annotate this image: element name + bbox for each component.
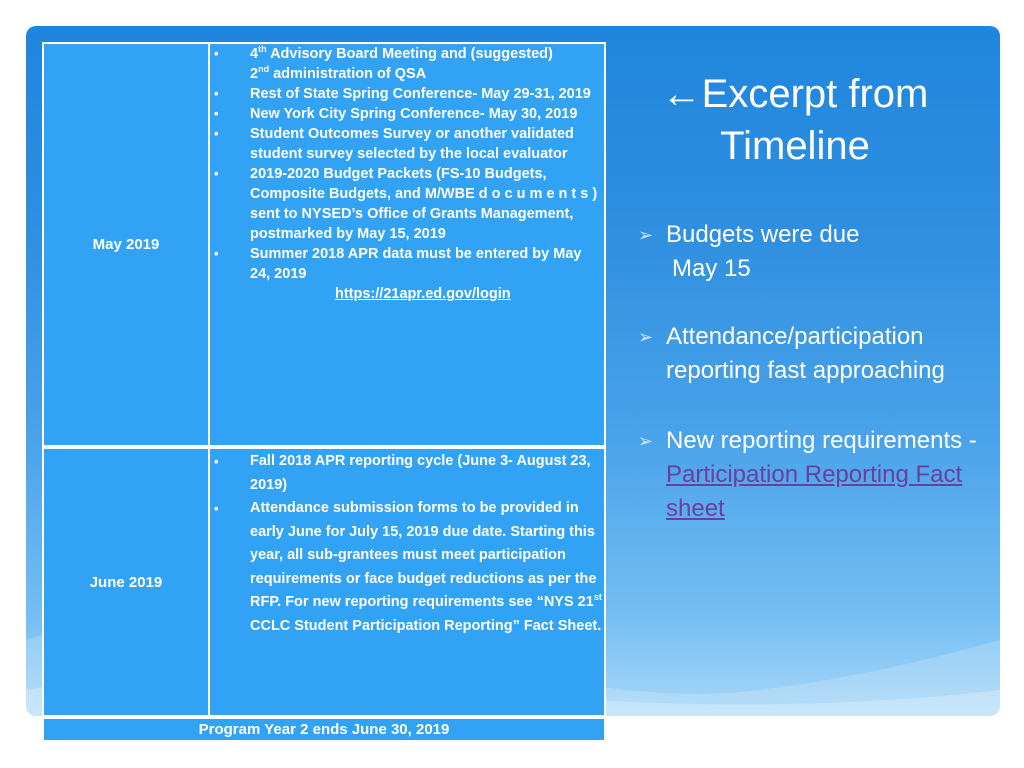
list-item: • Summer 2018 APR data must be entered by May 24, 2019 https://21apr.ed.gov/login [210,244,604,304]
june-events-cell [210,449,604,716]
participation-reporting-link[interactable]: Participation Reporting Fact sheet [666,461,963,522]
slide-title: ←Excerpt from Timeline [661,72,929,168]
arrow-bullet-icon: ➢ [638,225,654,245]
bullet-attendance: ➢ Attendance/participation reporting fast approaching [638,320,978,388]
table-row-june-2019 [42,447,606,717]
program-year-footer: Program Year 2 ends June 30, 2019 [42,717,606,742]
apr-login-link[interactable]: https://21apr.ed.gov/login [335,286,511,302]
list-item: • New York City Spring Conference- May 30, 2019 [214,106,578,122]
list-item: • Fall 2018 APR reporting cycle (June 3- August 23, 2019) [214,453,591,493]
month-cell: June 2019 [44,449,210,715]
bullet-budgets: ➢ Budgets were due May 15 [638,218,978,286]
left-arrow-icon: ← [661,72,702,116]
list-item: • Rest of State Spring Conference- May 29-31, 2019 [214,86,591,102]
list-item: • Student Outcomes Survey or another validated student survey selected by the local evaluator [214,126,574,162]
arrow-bullet-icon: ➢ [638,327,654,347]
month-cell: May 2019 [44,44,210,445]
list-item: • 4th Advisory Board Meeting and (suggested) [214,44,553,62]
list-item: 2nd administration of QSA [250,64,427,82]
may-events-cell [210,44,604,445]
summary-bullets [638,218,978,526]
list-item: • Attendance submission forms to be provided in early June for July 15, 2019 due date. Starting this year, all sub-grantees must meet participation requirements or face budget reductions as per the RFP. For new reporting requirements see “NYS 21st CCLC Student Participation Reporting” Fact Sheet. [214,500,602,634]
table-row-may-2019 [42,42,606,447]
arrow-bullet-icon: ➢ [638,431,654,451]
list-item: • 2019-2020 Budget Packets (FS-10 Budgets, Composite Budgets, and M/WBE d o c u m e n t s ) sent to NYSED’s Office of Grants Management, postmarked by May 15, 2019 [214,166,598,242]
bullet-new-reporting: ➢ New reporting requirements - Participation Reporting Fact sheet [638,424,978,526]
